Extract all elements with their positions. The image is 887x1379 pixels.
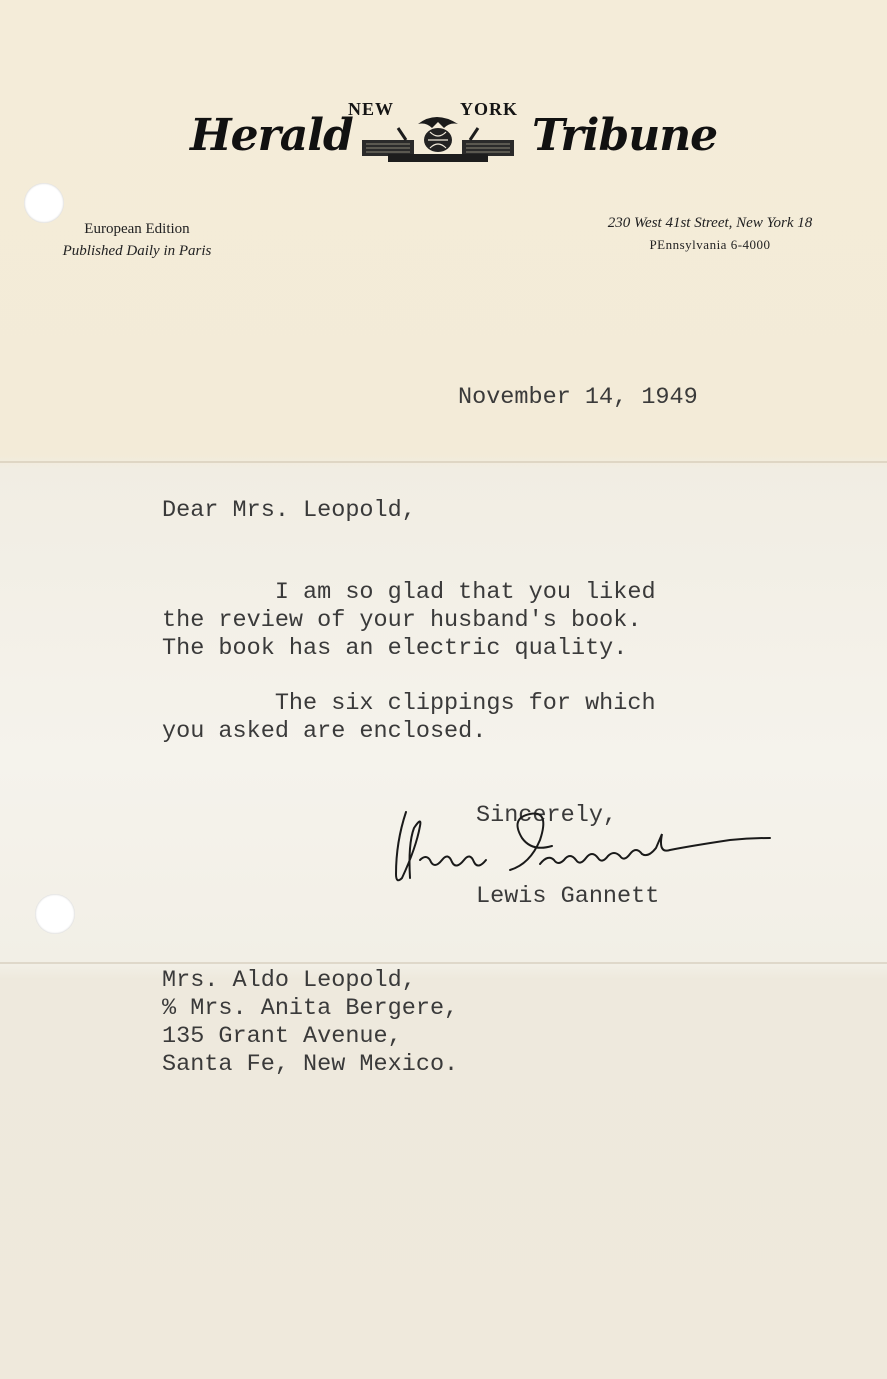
body-paragraph-1: I am so glad that you liked the review of your husband's book. The book has an electric quality.: [162, 579, 656, 662]
masthead-herald: Herald: [190, 110, 353, 161]
masthead-york: YORK: [460, 99, 518, 119]
published-line: Published Daily in Paris: [62, 243, 212, 259]
closing: Sincerely,: [476, 802, 618, 829]
edition-block: [42, 218, 232, 262]
paper-fold-top: [0, 461, 887, 463]
paper-fold-bottom: [0, 962, 887, 964]
phone-number: PEnnsylvania 6-4000: [649, 237, 771, 252]
street-address: 230 West 41st Street, New York 18: [607, 215, 813, 231]
eagle-globe-emblem-icon: [358, 110, 518, 166]
salutation: Dear Mrs. Leopold,: [162, 497, 416, 524]
signer-name: Lewis Gannett: [476, 883, 660, 910]
masthead: [180, 96, 718, 176]
masthead-new: NEW: [348, 99, 395, 119]
recipient-address: Mrs. Aldo Leopold, % Mrs. Anita Bergere, 135 Grant Avenue, Santa Fe, New Mexico.: [162, 967, 459, 1078]
punch-hole-top: [24, 183, 64, 223]
letter-date: November 14, 1949: [458, 384, 698, 411]
masthead-tribune: Tribune: [532, 110, 718, 161]
edition-line: European Edition: [84, 221, 190, 237]
address-block: [570, 212, 850, 256]
punch-hole-bottom: [35, 894, 75, 934]
body-paragraph-2: The six clippings for which you asked are enclosed.: [162, 690, 656, 745]
